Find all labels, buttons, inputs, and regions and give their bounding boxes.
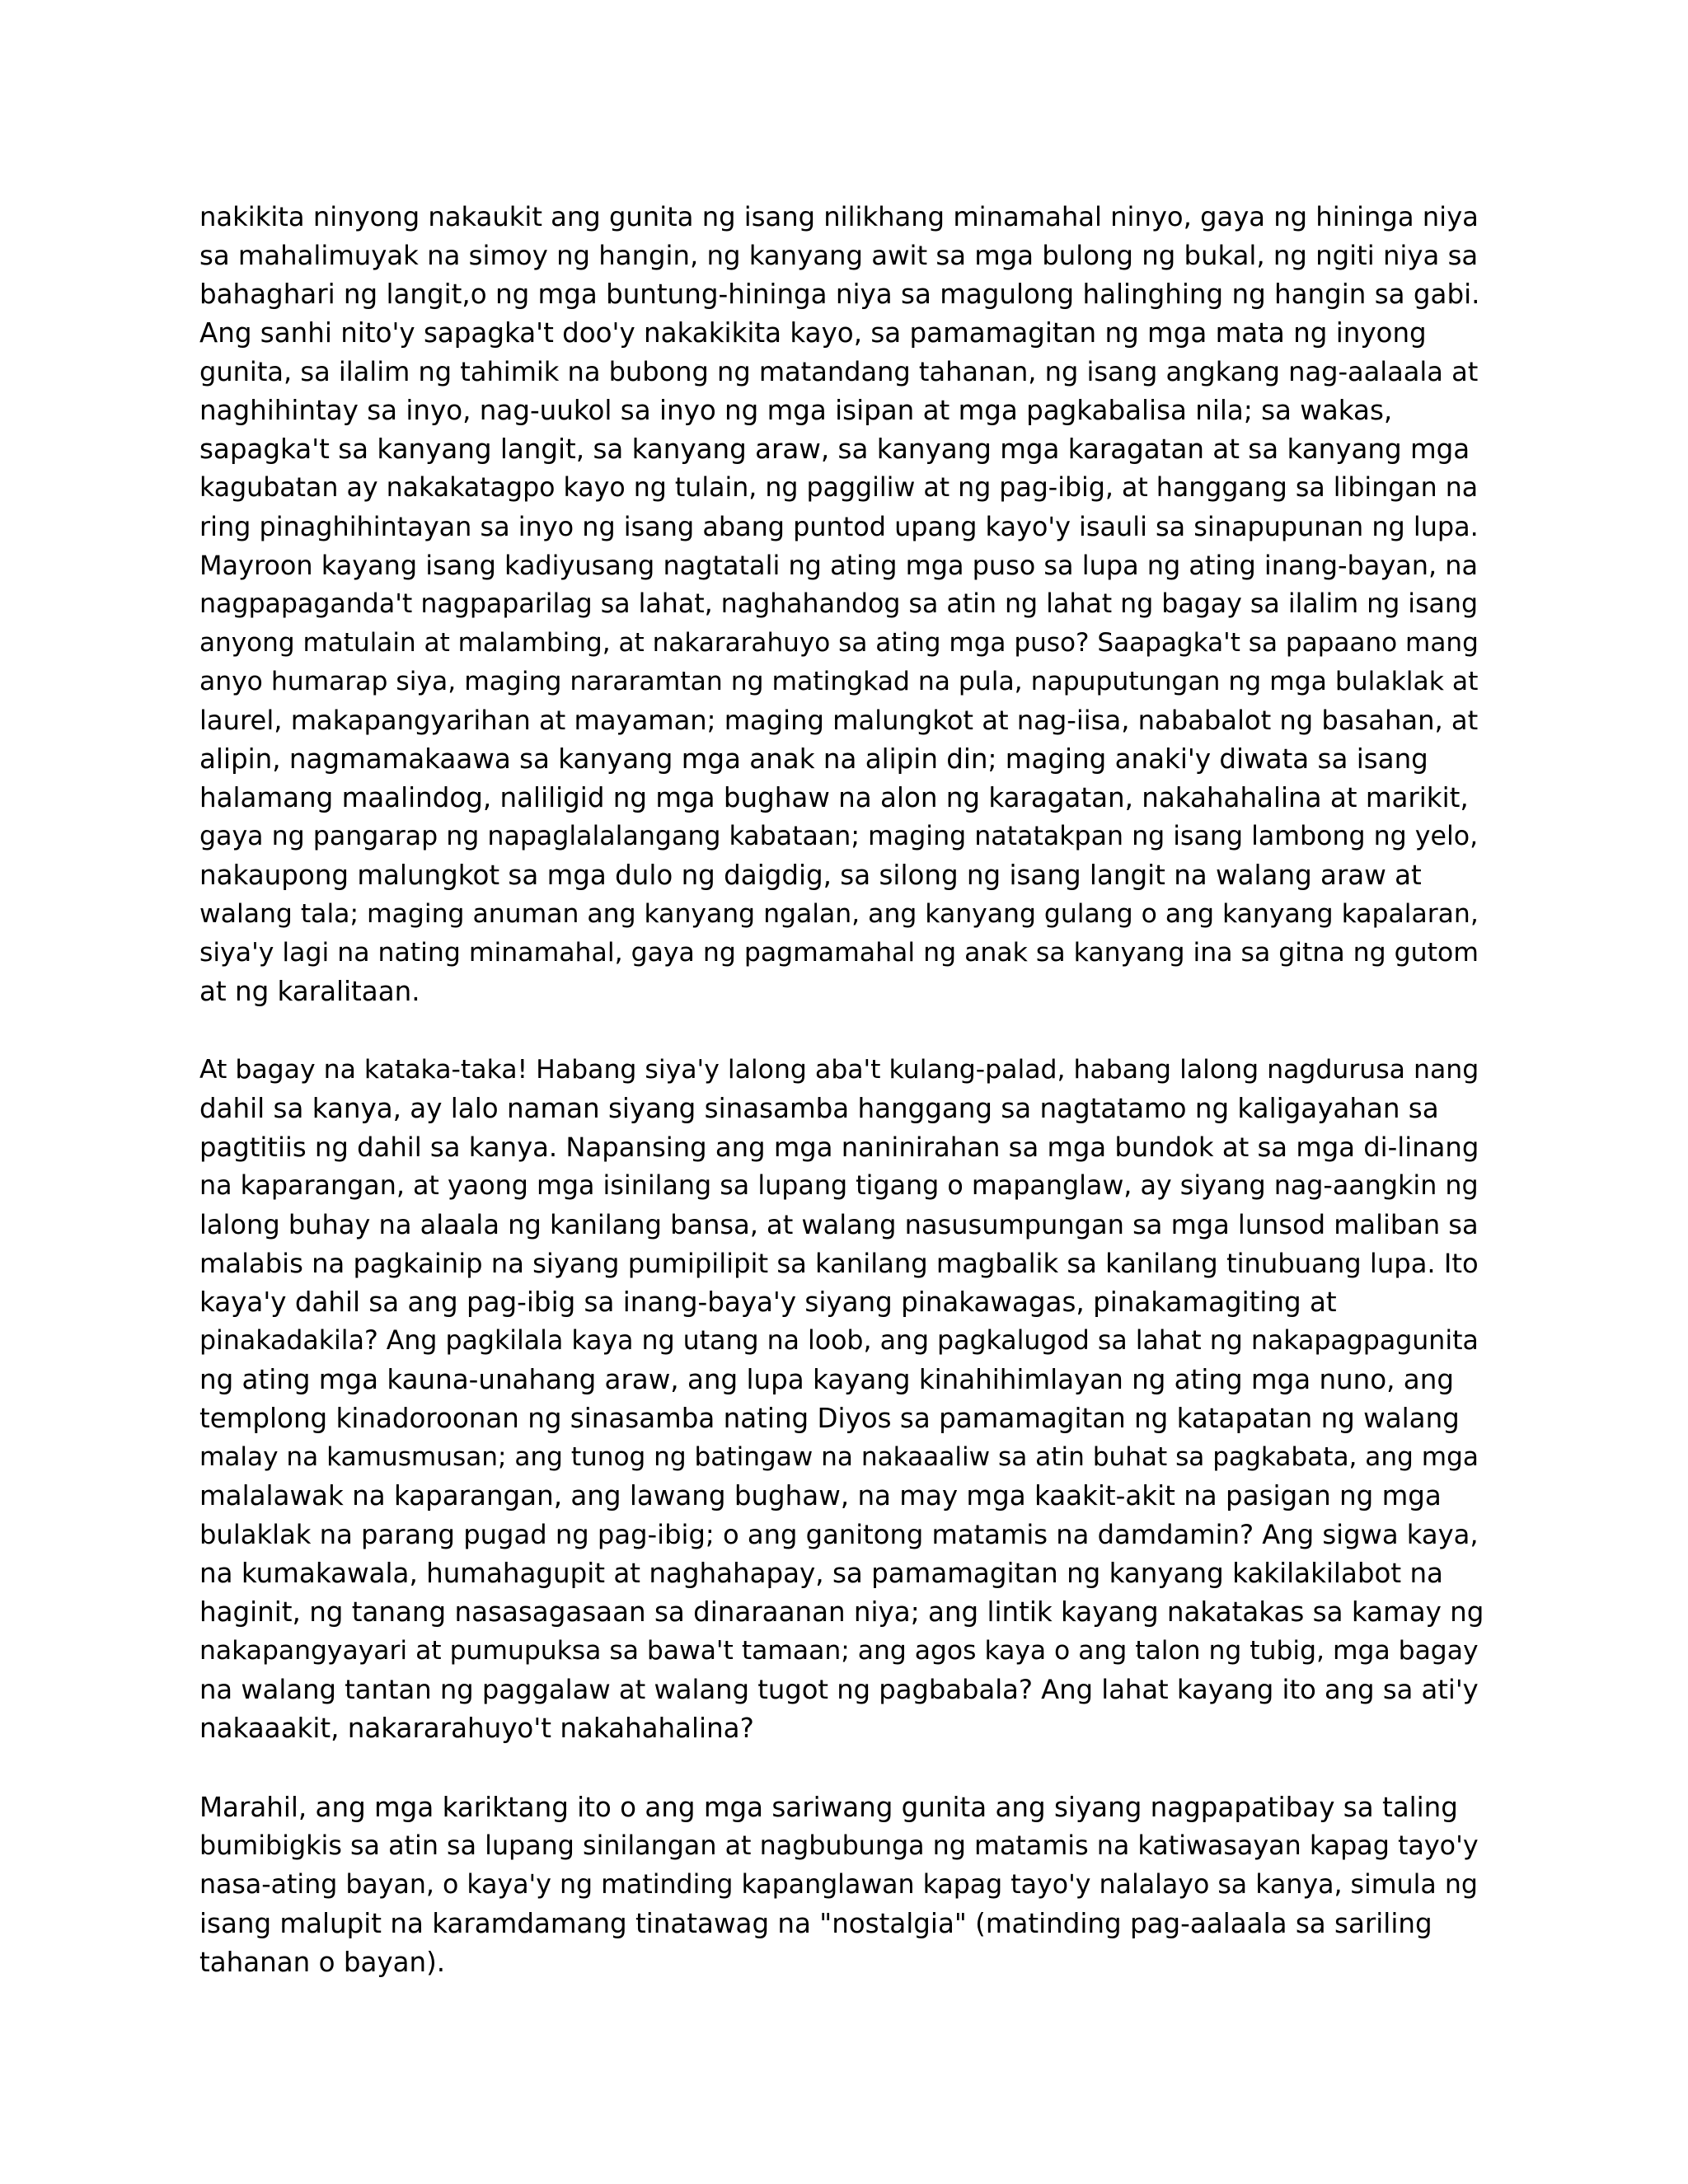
- text-line: Mayroon kayang isang kadiyusang nagtatali ng ating mga puso sa lupa ng ating inang-bayan, na: [199, 550, 1479, 581]
- text-line: walang tala; maging anuman ang kanyang ngalan, ang kanyang gulang o ang kanyang kapalaran,: [199, 899, 1479, 929]
- text-line: na kumakawala, humahagupit at naghahapay, sa pamamagitan ng kanyang kakilakilabot na: [199, 1558, 1443, 1589]
- text-line: bahaghari ng langit,o ng mga buntung-hininga niya sa magulong halinghing ng hangin sa gabi.: [199, 279, 1480, 310]
- text-line: na walang tantan ng paggalaw at walang tugot ng pagbabala? Ang lahat kayang ito ang sa ati'y: [199, 1674, 1479, 1705]
- text-line: nakikita ninyong nakaukit ang gunita ng isang nilikhang minamahal ninyo, gaya ng hininga niya: [199, 201, 1479, 232]
- text-line: lalong buhay na alaala ng kanilang bansa, at walang nasusumpungan sa mga lunsod maliban sa: [199, 1209, 1479, 1240]
- text-line: templong kinadoroonan ng sinasamba nating Diyos sa pamamagitan ng katapatan ng walang: [199, 1403, 1460, 1434]
- text-line: anyo humarap siya, maging nararamtan ng matingkad na pula, napuputungan ng mga bulaklak at: [199, 667, 1479, 696]
- text-line: ng ating mga kauna-unahang araw, ang lupa kayang kinahihimlayan ng ating mga nuno, ang: [199, 1364, 1454, 1395]
- text-line: siya'y lagi na nating minamahal, gaya ng pagmamahal ng anak sa kanyang ina sa gitna ng gutom: [199, 938, 1479, 968]
- text-line: malalawak na kaparangan, ang lawang bughaw, na may mga kaakit-akit na pasigan ng mga: [199, 1480, 1442, 1511]
- text-line: At bagay na kataka-taka! Habang siya'y lalong aba't kulang-palad, habang lalong nagdurusa nang: [199, 1055, 1479, 1085]
- text-line: Ang sanhi nito'y sapagka't doo'y nakakikita kayo, sa pamamagitan ng mga mata ng inyong: [199, 317, 1427, 349]
- text-line: kagubatan ay nakakatagpo kayo ng tulain, ng paggiliw at ng pag-ibig, at hanggang sa libingan na: [199, 473, 1479, 503]
- text-line: sapagka't sa kanyang langit, sa kanyang araw, sa kanyang mga karagatan at sa kanyang mga: [199, 434, 1470, 465]
- paragraph: [199, 198, 1485, 1011]
- text-line: dahil sa kanya, ay lalo naman siyang sinasamba hanggang sa nagtatamo ng kaligayahan sa: [199, 1093, 1439, 1124]
- text-line: halamang maalindog, naliligid ng mga bughaw na alon ng karagatan, nakahahalina at marikit,: [199, 782, 1469, 813]
- text-line: malabis na pagkainip na siyang pumipilipit sa kanilang magbalik sa kanilang tinubuang lupa. Ito: [199, 1248, 1479, 1279]
- paragraph: [199, 1788, 1485, 1982]
- text-line: kaya'y dahil sa ang pag-ibig sa inang-baya'y siyang pinakawagas, pinakamagiting at: [199, 1286, 1337, 1318]
- text-line: pinakadakila? Ang pagkilala kaya ng utang na loob, ang pagkalugod sa lahat ng nakapagpagunita: [199, 1326, 1479, 1356]
- text-line: Marahil, ang mga kariktang ito o ang mga sariwang gunita ang siyang nagpapatibay sa taling: [199, 1792, 1458, 1823]
- text-line: nagpapaganda't nagpaparilag sa lahat, naghahandog sa atin ng lahat ng bagay sa ilalim ng isang: [199, 589, 1479, 619]
- text-line: haginit, ng tanang nasasagasaan sa dinaraanan niya; ang lintik kayang nakatakas sa kamay ng: [199, 1596, 1484, 1628]
- text-line: gunita, sa ilalim ng tahimik na bubong ng matandang tahanan, ng isang angkang nag-aalaala at: [199, 356, 1479, 387]
- text-line: at ng karalitaan.: [199, 976, 420, 1007]
- paragraph: [199, 1051, 1485, 1748]
- text-line: tahanan o bayan).: [199, 1947, 446, 1978]
- text-line: sa mahalimuyak na simoy ng hangin, ng kanyang awit sa mga bulong ng bukal, ng ngiti niya sa: [199, 240, 1479, 271]
- text-line: nakaupong malungkot sa mga dulo ng daigdig, sa silong ng isang langit na walang araw at: [199, 860, 1422, 891]
- text-line: malay na kamusmusan; ang tunog ng batingaw na nakaaaliw sa atin buhat sa pagkabata, ang mga: [199, 1442, 1479, 1472]
- text-line: pagtitiis ng dahil sa kanya. Napansing ang mga naninirahan sa mga bundok at sa mga di-linang: [199, 1132, 1479, 1163]
- text-line: ring pinaghihintayan sa inyo ng isang abang puntod upang kayo'y isauli sa sinapupunan ng lupa.: [199, 511, 1479, 542]
- text-line: alipin, nagmamakaawa sa kanyang mga anak na alipin din; maging anaki'y diwata sa isang: [199, 743, 1428, 775]
- text-line: gaya ng pangarap ng napaglalalangang kabataan; maging natatakpan ng isang lambong ng yelo,: [199, 822, 1479, 851]
- text-line: bumibigkis sa atin sa lupang sinilangan at nagbubunga ng matamis na katiwasayan kapag tayo'y: [199, 1831, 1479, 1861]
- text-line: nakaaakit, nakararahuyo't nakahahalina?: [199, 1713, 754, 1744]
- text-line: naghihintay sa inyo, nag-uukol sa inyo ng mga isipan at mga pagkabalisa nila; sa wakas,: [199, 395, 1393, 426]
- text-line: na kaparangan, at yaong mga isinilang sa lupang tigang o mapanglaw, ay siyang nag-aangkin ng: [199, 1171, 1479, 1201]
- text-line: laurel, makapangyarihan at mayaman; maging malungkot at nag-iisa, nababalot ng basahan, at: [199, 705, 1479, 736]
- text-line: nasa-ating bayan, o kaya'y ng matinding kapanglawan kapag tayo'y nalalayo sa kanya, simula ng: [199, 1870, 1478, 1900]
- text-line: nakapangyayari at pumupuksa sa bawa't tamaan; ang agos kaya o ang talon ng tubig, mga bagay: [199, 1636, 1479, 1666]
- text-line: bulaklak na parang pugad ng pag-ibig; o ang ganitong matamis na damdamin? Ang sigwa kaya,: [199, 1519, 1479, 1550]
- text-line: anyong matulain at malambing, at nakararahuyo sa ating mga puso? Saapagka't sa papaano mang: [199, 628, 1479, 658]
- text-line: isang malupit na karamdamang tinatawag na "nostalgia" (matinding pag-aalaala sa sariling: [199, 1908, 1432, 1939]
